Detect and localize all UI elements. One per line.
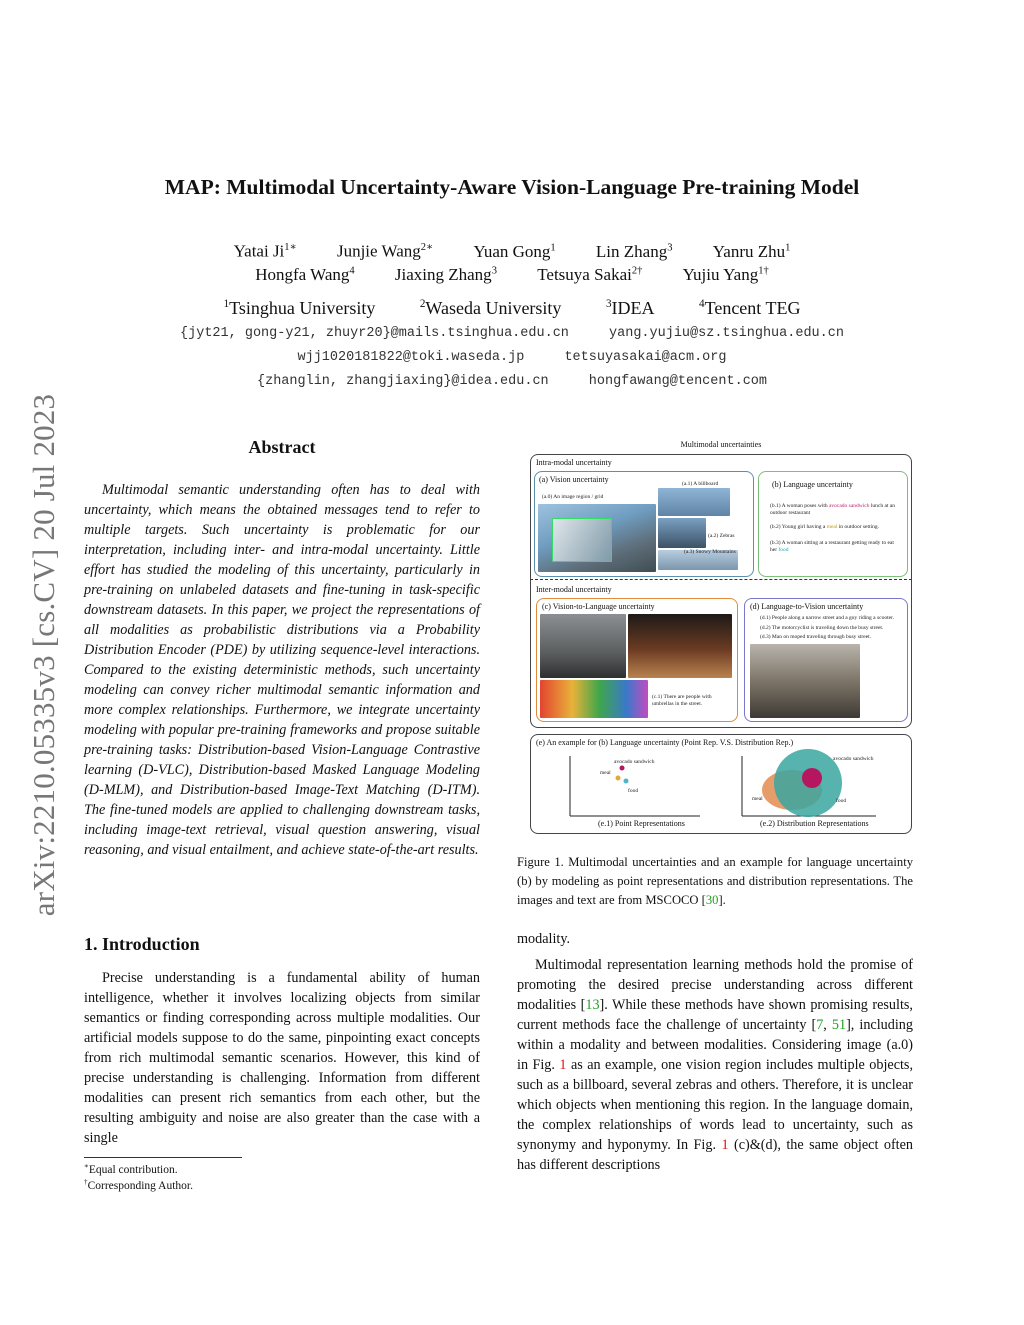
figure-title: Multimodal uncertainties	[680, 440, 762, 449]
author: Yanru Zhu$^1$	[712, 241, 791, 261]
citation-link[interactable]: 7	[816, 1017, 824, 1033]
figure-link[interactable]: 1	[721, 1137, 729, 1153]
point-meal	[616, 776, 621, 781]
label-avocado-dist: avocado sandwich	[833, 756, 874, 762]
email: {jyt21, gong-y21, zhuyr20}@mails.tsinghua.edu.cn	[180, 326, 569, 341]
footnote-equal: ∗Equal contribution.	[84, 1162, 178, 1176]
dist-avocado	[802, 768, 822, 788]
point-food	[624, 779, 629, 784]
label-food-dist: food	[836, 798, 847, 804]
email: yang.yujiu@sz.tsinghua.edu.cn	[609, 326, 844, 341]
a1-label: (a.1) A billboard	[682, 481, 719, 487]
email-row-1	[0, 326, 1024, 341]
affiliation: $^2$Waseda University	[419, 298, 562, 318]
affiliation: $^3$IDEA	[605, 298, 655, 318]
c1-text: (c.1) There are people with umbrellas in the street.	[652, 694, 712, 707]
email: wjj1020181822@toki.waseda.jp	[297, 350, 525, 365]
email: {zhanglin, zhangjiaxing}@idea.edu.cn	[257, 374, 549, 389]
intra-modal-label: Intra-modal uncertainty	[536, 458, 612, 467]
label-food: food	[628, 788, 639, 794]
modality-line: modality.	[517, 931, 571, 947]
inter-modal-label: Inter-modal uncertainty	[536, 585, 612, 594]
affiliation: $^4$Tencent TEG	[699, 298, 801, 318]
author: Yujiu Yang$^{1\dagger}$	[682, 265, 769, 284]
authors-row-1	[0, 241, 1024, 262]
author: Junjie Wang$^{2∗}$	[336, 241, 434, 261]
paper-title: MAP: Multimodal Uncertainty-Aware Vision-Language Pre-training Model	[164, 175, 860, 199]
point-rep-caption: (e.1) Point Representations	[598, 819, 685, 828]
vision-uncertainty-label: (a) Vision uncertainty	[539, 475, 609, 484]
footnote-rule	[84, 1157, 242, 1158]
citation-link[interactable]: 13	[585, 997, 600, 1013]
v2l-label: (c) Vision-to-Language uncertainty	[542, 602, 655, 611]
intro-heading: 1. Introduction	[84, 934, 200, 954]
footnote-corresponding: †Corresponding Author.	[84, 1178, 193, 1192]
affiliation: $^1$Tsinghua University	[223, 298, 376, 318]
intro-text: Precise understanding is a fundamental ability of human intelligence, whether it involves localizing objects from similar semantics or finding corresponding across multiple modalities. Our artificial models suppose to do the same, pinpointing exact concepts from rich multimodal semantic scenarios. However, this kind of precise understanding is challenging. Information from different modalities can present rich semantics from each other, but the resulting ambiguity and noise are also greater than the case with a single	[84, 970, 480, 1146]
example-plots	[530, 438, 912, 838]
abstract-text: Multimodal semantic understanding often has to deal with uncertainty, which means the obtained messages tend to refer to multiple targets. Such uncertainty is problematic for our interpretation, including inter- and intra-modal uncertainty. Little effort has studied the modeling of this uncertainty, particularly in pre-training on unlabeled datasets and fine-tuning in task-specific downstream datasets. In this paper, we project the representations of all modalities as probabilistic distributions via a Probability Distribution Encoder (PDE) by utilizing sequence-level interactions. Compared to the existing deterministic methods, such uncertainty modeling can convey richer multimodal semantic information and more complex relationships. Furthermore, we integrate uncertainty modeling with popular pre-training frameworks and propose suitable pre-training tasks: Distribution-based Vision-Language Contrastive learning (D-VLC), Distribution-based Masked Language Modeling (D-MLM), and Distribution-based Image-Text Matching (D-ITM). The fine-tuned models are applied to challenging downstream tasks, including image-text retrieval, visual question answering, visual reasoning, and visual entailment, and achieve state-of-the-art results.	[84, 482, 480, 858]
a0-label: (a.0) An image region / grid	[542, 494, 604, 500]
author: Yatai $Ji^{1∗}$	[233, 241, 297, 261]
author: Jiaxing Zhang$^3$	[394, 265, 497, 284]
abstract-heading: Abstract	[248, 437, 316, 457]
language-uncertainty-label: (b) Language uncertainty	[772, 480, 853, 489]
dist-rep-caption: (e.2) Distribution Representations	[760, 819, 869, 828]
a2-label: (a.2) Zebras	[708, 533, 735, 539]
label-meal-dist: meal	[752, 796, 763, 802]
figure-caption: Figure 1. Multimodal uncertainties and an example for language uncertainty (b) by modeling as point representations and distribution representations. The images and text are from MSCOCO [30].	[517, 855, 913, 907]
authors-row-2	[0, 265, 1024, 285]
example-label: (e) An example for (b) Language uncertainty (Point Rep. V.S. Distribution Rep.)	[536, 738, 794, 747]
d3-text: (d.3) Man on moped traveling through busy street.	[760, 634, 872, 640]
b3-text: (b.3) A woman sitting at a restaurant getting ready to eat her food	[770, 540, 894, 553]
email: tetsuyasakai@acm.org	[564, 350, 727, 365]
label-avocado: avocado sandwich	[614, 759, 655, 765]
arxiv-stamp	[22, 365, 66, 945]
l2v-label: (d) Language-to-Vision uncertainty	[750, 602, 864, 611]
citation-link[interactable]: 30	[705, 893, 719, 907]
figure-link[interactable]: 1	[559, 1057, 567, 1073]
figure-1	[530, 438, 912, 838]
a3-label: (a.3) Snowy Mountains	[684, 549, 736, 555]
b1-text: (b.1) A woman poses with avocado sandwich lunch at an outdoor restaurant	[770, 503, 895, 516]
citation-link[interactable]: 51	[831, 1017, 847, 1033]
author: Hongfa Wang$^4$	[255, 265, 355, 284]
email: hongfawang@tencent.com	[588, 374, 767, 389]
email-row-2	[0, 350, 1024, 365]
affiliations	[0, 298, 1024, 319]
label-meal: meal	[600, 770, 611, 776]
author: Yuan Gong$^1$	[473, 241, 556, 261]
right-paragraph: Multimodal representation learning methods hold the promise of promoting the desired precise understanding across different modalities [13]. While these methods have shown promising results, current methods face the challenge of uncertainty [7, 51], including within a modality and between modalities. Considering image (a.0) in Fig. 1 as an example, one vision region includes multiple objects, such as a billboard, several zebras and others. Therefore, it is unclear which objects when mentioning this region. In the language domain, the complex relationships of words lead to uncertainty, such as synonymy and hyponymy. In Fig. 1 (c)&(d), the same object often has different descriptions	[517, 957, 914, 1173]
author: Tetsuya Sakai$^{2\dagger}$	[537, 265, 643, 284]
point-avocado	[620, 766, 625, 771]
d2-text: (d.2) The motorcyclist is traveling down the busy street.	[760, 625, 884, 631]
arxiv-id: arXiv:2210.05335v3 [cs.CV] 20 Jul 2023	[26, 393, 61, 917]
d1-text: (d.1) People along a narrow street and a guy riding a scooter.	[760, 615, 894, 621]
b2-text: (b.2) Young girl having a meal in outdoor setting.	[770, 524, 879, 530]
author: Lin Zhang$^3$	[595, 241, 673, 261]
email-row-3	[0, 374, 1024, 389]
